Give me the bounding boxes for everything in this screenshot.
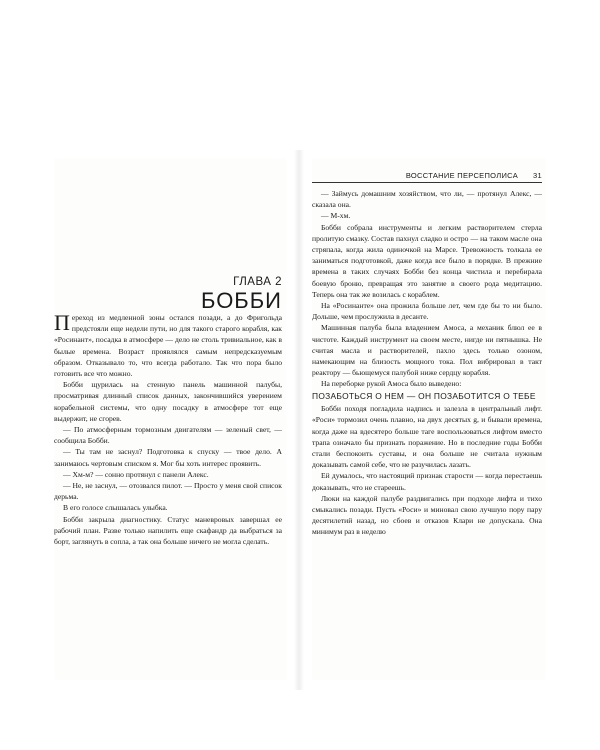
paragraph: Бобби собрала инструменты и легким растворителем стерла пролитую смазку. Состав пахнул сладко и остро — на таком масле она стряпала, когда жила одиночкой на Марсе. Тревожность толкала ее заниматься подготовкой, даже когда все было в порядке. В прежние времена в таких случаях Бобби без конца чистила и перебирала боевую броню, превращая это занятие в своего рода медитацию. Теперь она так же возилась с кораблем.	[312, 222, 542, 299]
paragraph: — М-хм.	[321, 211, 351, 221]
paragraph: Люки на каждой палубе раздвигались при подходе лифта и тихо смыкались позади. Пусть «Роси» и миновал свою лучшую пору пару десятилетий назад, но сбоев и отказов Клари не допускала. Она минимум раз в неделю	[312, 493, 542, 537]
running-header	[312, 170, 542, 183]
paragraph: На «Росинанте» она прожила больше лет, чем где бы то ни было. Дольше, чем прослужила в десанте.	[312, 301, 542, 322]
paragraph: — Займусь домашним хозяйством, что ли, — протянул Алекс, — сказала она.	[312, 189, 542, 210]
left-page	[54, 158, 286, 680]
chapter-title: БОББИ	[201, 288, 282, 313]
paragraph: — Хм-м? — сонно протянул с панели Алекс.	[63, 469, 209, 479]
paragraph: Ей думалось, что настоящий признак старости — когда перестаешь доказывать, что не стареешь.	[312, 471, 542, 492]
paragraph: Бобби походя погладила надпись и залезла в центральный лифт. «Роси» тормозил очень плавно, на двух десятых g, и бывали времена, когда даже на вдесятеро больше таге воспользоваться лифтом вместо трапа означало бы признать поражение. Но в последние годы Бобби стали беспокоить суставы, и она больше не считала нужным доказывать самой себе, что не разучилась лазать.	[312, 404, 542, 470]
paragraph: Переход из медленной зоны остался позади, а до Фригольда предстояли еще недели пути, но для такого старого корабля, как «Росинант», посадка в атмосфере — дело не столь тривиальное, как в былые времена. Возраст проявлялся самым непредсказуемым образом. Отказывало то, что всегда работало. Так что пора было готовить все что можно.	[54, 310, 282, 379]
right-page-body	[312, 188, 542, 538]
paragraph: Машинная палуба была владением Амоса, а механик блюл ее в чистоте. Каждый инструмент на своем месте, нигде ни пятнышка. Не считая масла и растворителей, пахло здесь только озоном, намекающим на близость мощного тока. Пол вибрировал в такт реактору — бьющемуся палубой ниже сердцу корабля.	[312, 323, 542, 378]
drop-cap: П	[54, 310, 70, 335]
paragraph: — Не, не заснул, — отозвался пилот. — Просто у меня свой список дерьма.	[54, 481, 282, 502]
paragraph: — Ты там не заснул? Подготовка к спуску — твое дело. А занимаюсь чертовым списком я. Мог бы хоть интерес проявить.	[54, 447, 282, 468]
page-number: 31	[533, 171, 542, 180]
chapter-label: ГЛАВА 2	[233, 276, 282, 288]
paragraph: В его голосе слышалась улыбка.	[63, 503, 168, 513]
book-gutter	[294, 150, 304, 690]
wall-inscription-heading: ПОЗАБОТЬСЯ О НЕМ — ОН ПОЗАБОТИТСЯ О ТЕБЕ	[312, 390, 536, 401]
left-page-body	[54, 312, 282, 547]
paragraph: Бобби щурилась на стенную панель машинной палубы, просматривая длинный список данных, закончившийся уверением корабельной системы, что одну посадку в атмосфере тот еще выдержит, не сгорев.	[54, 380, 282, 423]
right-page	[312, 158, 546, 680]
paragraph: — По атмосферным тормозным двигателям — зеленый свет, — сообщила Бобби.	[54, 425, 282, 446]
paragraph: На переборке рукой Амоса было выведено:	[321, 379, 462, 389]
paragraph: Бобби закрыла диагностику. Статус маневровых завершал ее рабочий план. Разве только напилить еще скафандр да выбраться за борт, заглянуть в сопла, а так она больше ничего не могла сделать.	[54, 514, 282, 547]
running-header-title: ВОССТАНИЕ ПЕРСЕПОЛИСА	[405, 171, 518, 180]
